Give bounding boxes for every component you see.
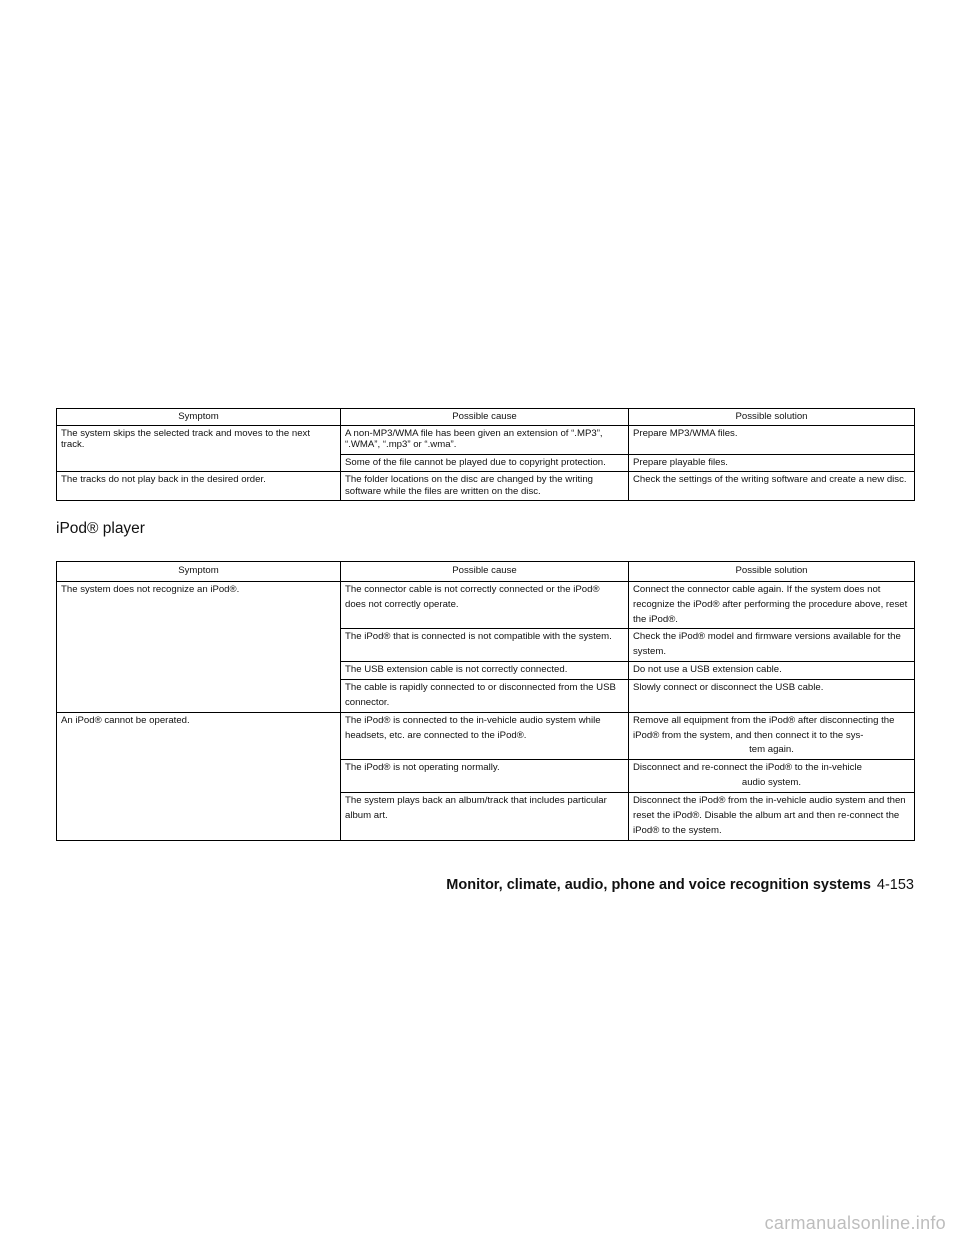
symptom-cell: The tracks do not play back in the desired order.	[57, 472, 341, 501]
table-header-row	[57, 562, 915, 582]
solution-cell: Prepare MP3/WMA files.	[629, 425, 915, 454]
column-header-possible-cause: Possible cause	[341, 409, 629, 426]
column-header-possible-solution: Possible solution	[629, 562, 915, 582]
solution-text: Remove all equipment from the iPod® after disconnecting the iPod® from the system, and then connect it to the sys-	[633, 714, 895, 741]
page-footer	[446, 877, 914, 893]
solution-cell: Connect the connector cable again. If the system does not recognize the iPod® after performing the procedure above, reset the iPod®.	[629, 581, 915, 629]
solution-cell: Check the iPod® model and firmware versions available for the system.	[629, 629, 915, 662]
table-row	[57, 472, 915, 501]
symptom-cell: An iPod® cannot be operated.	[57, 712, 341, 840]
solution-text-continued: tem again.	[749, 744, 794, 756]
solution-cell: Check the settings of the writing software and create a new disc.	[629, 472, 915, 501]
symptom-cell: The system does not recognize an iPod®.	[57, 581, 341, 712]
solution-text: Disconnect and re-connect the iPod® to the in-vehicle	[633, 762, 862, 774]
cause-cell: Some of the file cannot be played due to copyright protection.	[341, 454, 629, 472]
cause-cell: The cable is rapidly connected to or disconnected from the USB connector.	[341, 680, 629, 713]
ipod-troubleshooting-table	[56, 561, 915, 841]
table-header-row	[57, 409, 915, 426]
watermark: carmanualsonline.info	[764, 1213, 946, 1233]
column-header-possible-solution: Possible solution	[629, 409, 915, 426]
table-row	[57, 425, 915, 454]
section-heading-ipod-player: iPod® player	[56, 520, 145, 537]
solution-cell: Disconnect the iPod® from the in-vehicle audio system and then reset the iPod®. Disable the album art and then re-connect the iPod® to the system.	[629, 793, 915, 841]
symptom-cell: The system skips the selected track and moves to the next track.	[57, 425, 341, 472]
footer-section-title: Monitor, climate, audio, phone and voice recognition systems	[446, 877, 871, 893]
cause-cell: The USB extension cable is not correctly connected.	[341, 662, 629, 680]
solution-text-continued: audio system.	[741, 777, 802, 789]
table-row	[57, 712, 915, 760]
solution-cell: Prepare playable files.	[629, 454, 915, 472]
cause-cell: The iPod® that is connected is not compatible with the system.	[341, 629, 629, 662]
page-number: 4-153	[876, 877, 914, 893]
solution-cell: Slowly connect or disconnect the USB cable.	[629, 680, 915, 713]
column-header-possible-cause: Possible cause	[341, 562, 629, 582]
solution-cell: Do not use a USB extension cable.	[629, 662, 915, 680]
column-header-symptom: Symptom	[57, 409, 341, 426]
cause-cell: The connector cable is not correctly connected or the iPod® does not correctly operate.	[341, 581, 629, 629]
mp3-troubleshooting-table	[56, 408, 915, 501]
solution-cell	[629, 712, 915, 760]
cause-cell: The system plays back an album/track that includes particular album art.	[341, 793, 629, 841]
cause-cell: The iPod® is not operating normally.	[341, 760, 629, 793]
cause-cell: The folder locations on the disc are changed by the writing software while the files are written on the disc.	[341, 472, 629, 501]
column-header-symptom: Symptom	[57, 562, 341, 582]
table-row	[57, 581, 915, 629]
solution-cell	[629, 760, 915, 793]
cause-cell: The iPod® is connected to the in-vehicle audio system while headsets, etc. are connected to the iPod®.	[341, 712, 629, 760]
cause-cell: A non-MP3/WMA file has been given an extension of “.MP3”, “.WMA”, “.mp3” or “.wma”.	[341, 425, 629, 454]
